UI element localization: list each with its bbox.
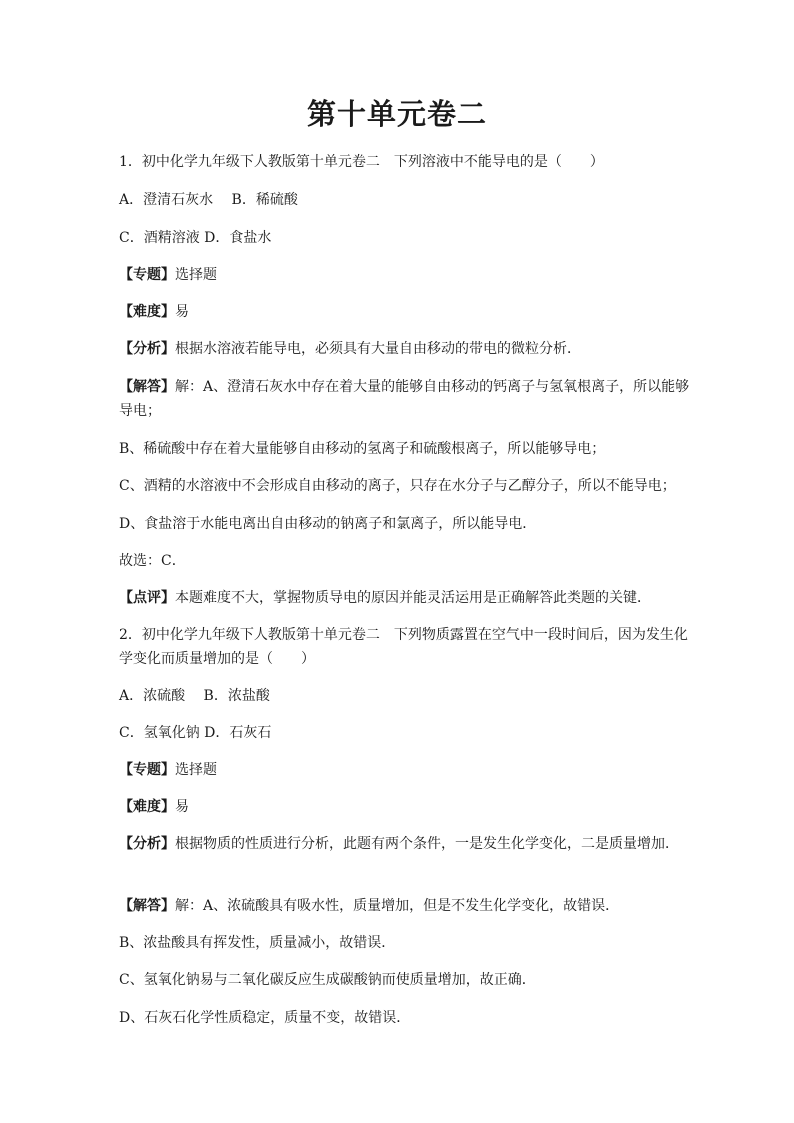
q1-analysis-text: 根据水溶液若能导电，必须具有大量自由移动的带电的微粒分析．: [175, 341, 581, 357]
q1-topic-value: 选择题: [175, 267, 217, 283]
q1-answer-d: D、食盐溶于水能电离出自由移动的钠离子和氯离子，所以能导电．: [119, 516, 537, 532]
q2-difficulty-label: 【难度】: [119, 799, 175, 815]
q1-analysis-label: 【分析】: [119, 341, 175, 357]
q2-answer-a: 解：A、浓硫酸具有吸水性，质量增加，但是不发生化学变化，故错误．: [175, 898, 620, 914]
q2-answer-b: B、浓盐酸具有挥发性，质量减小，故错误．: [119, 935, 396, 951]
q1-difficulty-value: 易: [175, 304, 189, 320]
q1-answer: [119, 375, 694, 423]
q2-topic: [119, 758, 694, 782]
q1-analysis: [119, 337, 694, 361]
q1-comment-label: 【点评】: [119, 590, 175, 606]
q2-difficulty: [119, 795, 694, 819]
q2-options-cd: C．氢氧化钠 D．石灰石: [119, 725, 272, 741]
q2-answer-label: 【解答】: [119, 898, 175, 914]
q2-topic-label: 【专题】: [119, 762, 175, 778]
q1-answer-b: B、稀硫酸中存在着大量能够自由移动的氢离子和硫酸根离子，所以能够导电；: [119, 441, 606, 457]
q2-analysis: [119, 832, 694, 856]
q2-options-ab: A．浓硫酸 B．浓盐酸: [119, 688, 270, 704]
q2-answer-d: D、石灰石化学性质稳定，质量不变，故错误．: [119, 1010, 411, 1026]
q2-analysis-label: 【分析】: [119, 836, 175, 852]
q2-answer: [119, 894, 694, 918]
page-title: 第十单元卷二: [306, 97, 487, 131]
q1-answer-c: C、酒精的水溶液中不会形成自由移动的离子，只存在水分子与乙醇分子，所以不能导电；: [119, 478, 676, 494]
q1-comment: [119, 586, 694, 610]
q1-comment-text: 本题难度不大，掌握物质导电的原因并能灵活运用是正确解答此类题的关键．: [175, 590, 651, 606]
q1-topic: [119, 263, 694, 287]
q1-stem: 1．初中化学九年级下人教版第十单元卷二 下列溶液中不能导电的是（ ）: [119, 154, 604, 170]
q1-options-cd: C．酒精溶液 D．食盐水: [119, 230, 272, 246]
q1-difficulty: [119, 300, 694, 324]
q2-difficulty-value: 易: [175, 799, 189, 815]
q2-answer-c: C、氢氧化钠易与二氧化碳反应生成碳酸钠而使质量增加，故正确．: [119, 972, 536, 988]
q2-stem: 2．初中化学九年级下人教版第十单元卷二 下列物质露置在空气中一段时间后，因为发生化学变化而质量增加的是（ ）: [119, 627, 688, 667]
q1-answer-a: 解：A、澄清石灰水中存在着大量的能够自由移动的钙离子与氢氧根离子，所以能够导电；: [119, 379, 690, 419]
q1-difficulty-label: 【难度】: [119, 304, 175, 320]
q1-choice: 故选：C．: [119, 553, 186, 569]
q1-answer-label: 【解答】: [119, 379, 175, 395]
q1-topic-label: 【专题】: [119, 267, 175, 283]
q2-topic-value: 选择题: [175, 762, 217, 778]
q1-options-ab: A．澄清石灰水 B．稀硫酸: [119, 192, 298, 208]
q2-analysis-text: 根据物质的性质进行分析，此题有两个条件，一是发生化学变化，二是质量增加．: [175, 836, 679, 852]
